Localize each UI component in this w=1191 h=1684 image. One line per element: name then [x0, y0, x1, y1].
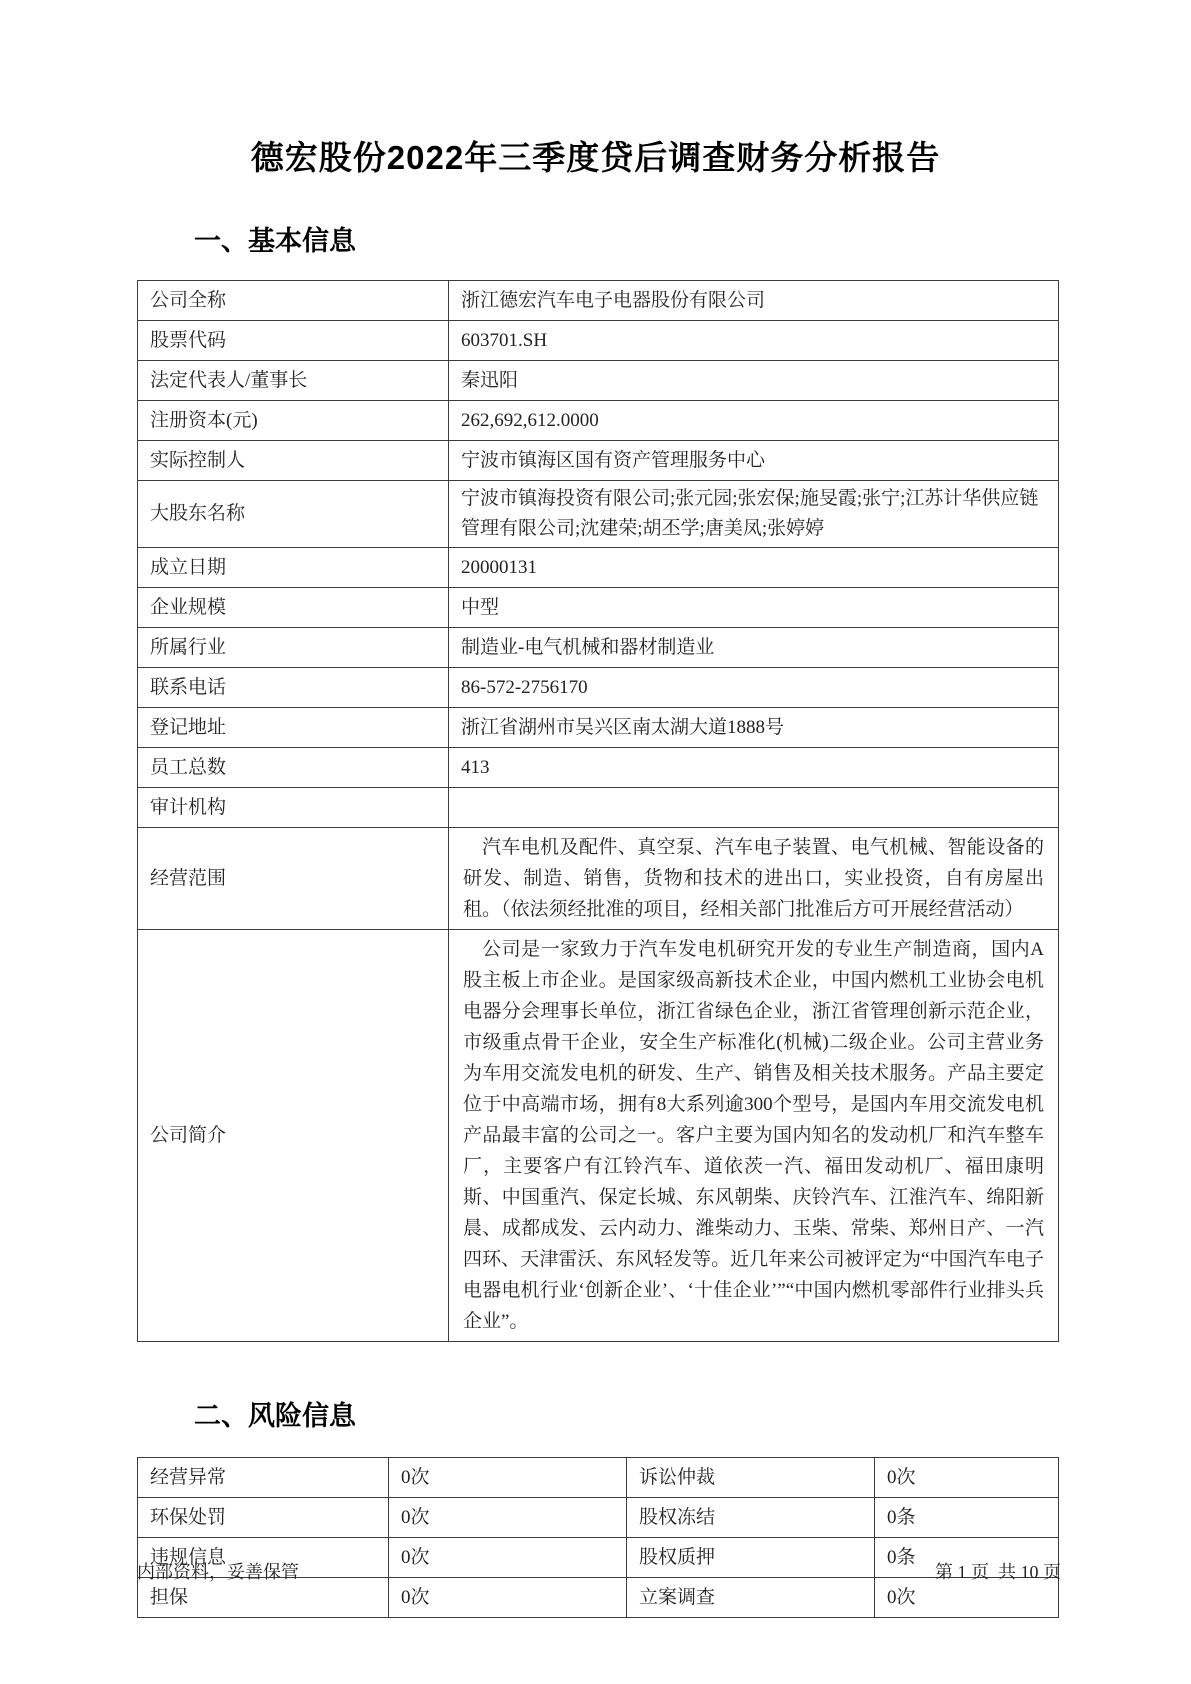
info-label: 联系电话: [138, 668, 449, 708]
info-label: 经营范围: [138, 828, 449, 930]
footer-confidential-note: 内部资料，妥善保管: [137, 1562, 299, 1582]
footer-page-number: 第 1 页 共 10 页: [935, 1562, 1061, 1582]
table-row: [138, 708, 1059, 748]
page-title: 德宏股份2022年三季度贷后调查财务分析报告: [250, 139, 941, 176]
info-value: 汽车电机及配件、真空泵、汽车电子装置、电气机械、智能设备的研发、制造、销售，货物和技术的进出口，实业投资，自有房屋出租。（依法须经批准的项目，经相关部门批准后方可开展经营活动）: [449, 828, 1059, 930]
info-label: 登记地址: [138, 708, 449, 748]
table-row: [138, 548, 1059, 588]
table-row: [138, 588, 1059, 628]
info-value: 浙江德宏汽车电子电器股份有限公司: [449, 281, 1059, 321]
info-value: 宁波市镇海投资有限公司;张元园;张宏保;施旻霞;张宁;江苏计华供应链管理有限公司;沈建荣;胡丕学;唐美凤;张婷婷: [449, 481, 1059, 548]
risk-label: 违规信息: [138, 1538, 389, 1578]
info-label: 公司简介: [138, 930, 449, 1342]
risk-value: 0条: [875, 1498, 1059, 1538]
risk-label: 环保处罚: [138, 1498, 389, 1538]
table-row: [138, 1458, 1059, 1498]
table-row: [138, 1498, 1059, 1538]
basic-info-table: [137, 280, 1059, 1342]
risk-value: 0次: [389, 1538, 627, 1578]
table-row: [138, 748, 1059, 788]
risk-value: 0次: [389, 1458, 627, 1498]
table-row: [138, 481, 1059, 548]
table-row: [138, 281, 1059, 321]
info-label: 大股东名称: [138, 481, 449, 548]
info-value: 制造业-电气机械和器材制造业: [449, 628, 1059, 668]
risk-label: 诉讼仲裁: [627, 1458, 875, 1498]
info-value: 公司是一家致力于汽车发电机研究开发的专业生产制造商，国内A股主板上市企业。是国家级高新技术企业，中国内燃机工业协会电机电器分会理事长单位，浙江省绿色企业，浙江省管理创新示范企业，市级重点骨干企业，安全生产标准化(机械)二级企业。公司主营业务为车用交流发电机的研发、生产、销售及相关技术服务。产品主要定位于中高端市场，拥有8大系列逾300个型号，是国内车用交流发电机产品最丰富的公司之一。客户主要为国内知名的发动机厂和汽车整车厂，主要客户有江铃汽车、道依茨一汽、福田发动机厂、福田康明斯、中国重汽、保定长城、东风朝柴、庆铃汽车、江淮汽车、绵阳新晨、成都成发、云内动力、潍柴动力、玉柴、常柴、郑州日产、一汽四环、天津雷沃、东风轻发等。近几年来公司被评定为“中国汽车电子电器电机行业‘创新企业’、‘十佳企业’”“中国内燃机零部件行业排头兵企业”。: [449, 930, 1059, 1342]
info-value: 86-572-2756170: [449, 668, 1059, 708]
info-label: 注册资本(元): [138, 401, 449, 441]
info-value: 秦迅阳: [449, 361, 1059, 401]
table-row: [138, 441, 1059, 481]
risk-value: 0次: [875, 1578, 1059, 1618]
info-value: 浙江省湖州市吴兴区南太湖大道1888号: [449, 708, 1059, 748]
info-label: 股票代码: [138, 321, 449, 361]
risk-value: 0次: [389, 1578, 627, 1618]
table-row: [138, 321, 1059, 361]
risk-value: 0次: [389, 1498, 627, 1538]
risk-info-table: [137, 1457, 1059, 1618]
risk-value: 0条: [875, 1538, 1059, 1578]
info-value: 中型: [449, 588, 1059, 628]
table-row: [138, 930, 1059, 1342]
risk-label: 股权冻结: [627, 1498, 875, 1538]
info-label: 所属行业: [138, 628, 449, 668]
info-label: 成立日期: [138, 548, 449, 588]
info-value: [449, 788, 1059, 828]
risk-label: 担保: [138, 1578, 389, 1618]
table-row: [138, 828, 1059, 930]
info-label: 企业规模: [138, 588, 449, 628]
table-row: [138, 628, 1059, 668]
info-value: 20000131: [449, 548, 1059, 588]
info-label: 员工总数: [138, 748, 449, 788]
risk-label: 立案调查: [627, 1578, 875, 1618]
info-label: 审计机构: [138, 788, 449, 828]
table-row: [138, 668, 1059, 708]
table-row: [138, 788, 1059, 828]
table-row: [138, 361, 1059, 401]
risk-value: 0次: [875, 1458, 1059, 1498]
page-footer: [137, 1558, 1061, 1584]
info-label: 公司全称: [138, 281, 449, 321]
info-label: 实际控制人: [138, 441, 449, 481]
section-heading-risk-info: 二、风险信息: [194, 1401, 356, 1431]
info-value: 262,692,612.0000: [449, 401, 1059, 441]
risk-label: 经营异常: [138, 1458, 389, 1498]
info-label: 法定代表人/董事长: [138, 361, 449, 401]
info-value: 宁波市镇海区国有资产管理服务中心: [449, 441, 1059, 481]
risk-label: 股权质押: [627, 1538, 875, 1578]
section-heading-basic-info: 一、基本信息: [194, 226, 356, 256]
info-value: 603701.SH: [449, 321, 1059, 361]
table-row: [138, 401, 1059, 441]
info-value: 413: [449, 748, 1059, 788]
